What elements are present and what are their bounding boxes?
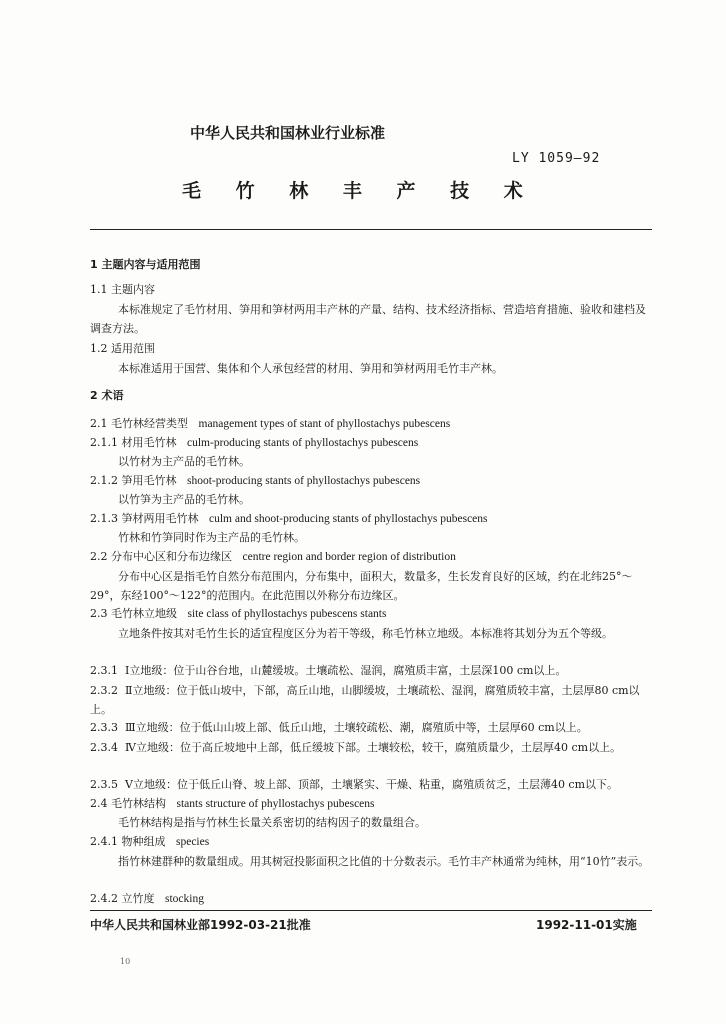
section-2-3-3-no: 2.3.3 [90, 721, 118, 734]
section-2-1-2-cn: 2.1.2 笋用毛竹林 [90, 474, 177, 487]
header-divider [90, 229, 652, 230]
section-2-1-2-heading [90, 472, 420, 490]
section-2-4-text: 毛竹林结构是指与竹林生长量关系密切的结构因子的数量组合。 [118, 816, 426, 829]
section-2-1-3-text: 竹林和竹笋同时作为主产品的毛竹林。 [118, 531, 305, 544]
section-2-4-1-cn: 2.4.1 物种组成 [90, 835, 166, 848]
section-2-4-1-text: 指竹林建群种的数量组成。用其树冠投影面积之比值的十分数表示。毛竹丰产林通常为纯林，用“10竹”表示。 [118, 855, 650, 868]
section-2-3-4-text: Ⅳ立地级：位于高丘坡地中上部，低丘缓坡下部。土壤较松，较干，腐殖质量少，土层厚40 cm以上。 [125, 741, 622, 754]
section-2-3-5 [90, 776, 618, 794]
section-2-3-text: 立地条件按其对毛竹生长的适宜程度区分为若干等级，称毛竹林立地级。本标准将其划分为五个等级。 [118, 627, 613, 640]
section-2-1-heading [90, 415, 450, 433]
section-2-1-cn: 2.1 毛竹林经营类型 [90, 417, 188, 430]
section-2-3-2-text: Ⅱ立地级：位于低山坡中，下部，高丘山地，山脚缓坡，土壤疏松、湿润，腐殖质较丰富，土层厚80 cm以上。 [90, 684, 640, 716]
section-2-1-2-text: 以竹笋为主产品的毛竹林。 [118, 493, 250, 506]
section-2-3-1-no: 2.3.1 [90, 664, 118, 677]
section-2-4-cn: 2.4 毛竹林结构 [90, 797, 166, 810]
section-1-2-heading: 1.2 适用范围 [90, 342, 155, 355]
section-2-3-4 [90, 738, 656, 757]
section-2-2-text: 分布中心区是指毛竹自然分布范围内，分布集中，面积大，数量多，生长发育良好的区域，约在北纬25°～29°，东经100°～122°的范围内。在此范围以外称分布边缘区。 [90, 570, 633, 602]
standard-org: 中华人民共和国林业行业标准 [190, 124, 386, 142]
effective-date: 1992-11-01实施 [536, 918, 637, 932]
section-1-heading: 1 主题内容与适用范围 [90, 258, 201, 271]
section-2-1-3-heading [90, 510, 488, 528]
section-1-1-heading: 1.1 主题内容 [90, 283, 155, 296]
section-2-1-1-heading [90, 434, 418, 452]
section-2-3-3-text: Ⅲ立地级：位于低山山坡上部、低丘山地，土壤较疏松、潮，腐殖质中等，土层厚60 cm以上。 [125, 721, 588, 734]
page-number: 10 [120, 957, 131, 966]
section-2-3-5-text: Ⅴ立地级：位于低丘山脊、坡上部、顶部，土壤紧实、干燥、粘重，腐殖质贫乏，土层薄40 cm以下。 [125, 778, 619, 791]
footer-divider [90, 910, 652, 911]
section-1-2-text: 本标准适用于国营、集体和个人承包经营的材用、笋用和笋材两用毛竹丰产林。 [118, 362, 503, 375]
section-2-3-1 [90, 662, 566, 680]
section-2-4-2-heading [90, 890, 204, 908]
section-2-1-en: management types of stant of phyllostachys pubescens [198, 418, 451, 430]
section-2-3-4-no: 2.3.4 [90, 741, 118, 754]
section-2-3-3 [90, 719, 588, 737]
section-2-3-cn: 2.3 毛竹林立地级 [90, 607, 177, 620]
section-2-1-3-en: culm and shoot-producing stants of phyllostachys pubescens [209, 513, 488, 525]
section-2-4-2-cn: 2.4.2 立竹度 [90, 892, 155, 905]
section-1-1-text: 本标准规定了毛竹材用、笋用和笋材两用丰产林的产量、结构、技术经济指标、营造培育措施、验收和建档及调查方法。 [90, 303, 646, 335]
section-2-heading: 2 术语 [90, 389, 124, 402]
section-2-3-en: site class of phyllostachys pubescens stants [187, 608, 387, 620]
section-2-3-1-text: Ⅰ立地级：位于山谷台地，山麓缓坡。土壤疏松、湿润，腐殖质丰富，土层深100 cm以上。 [125, 664, 567, 677]
section-2-4-1-en: species [176, 836, 210, 848]
section-2-3-2-no: 2.3.2 [90, 684, 118, 697]
section-2-3-heading [90, 605, 386, 623]
standard-code: LY 1059—92 [512, 151, 601, 166]
document-title: 毛 竹 林 丰 产 技 术 [182, 180, 537, 202]
section-2-4-1-heading [90, 833, 209, 851]
section-2-2-heading [90, 548, 456, 566]
section-2-4-2-en: stocking [165, 893, 204, 905]
section-2-4-en: stants structure of phyllostachys pubescens [176, 798, 375, 810]
section-2-1-1-cn: 2.1.1 材用毛竹林 [90, 436, 177, 449]
section-2-3-2 [90, 681, 656, 719]
section-2-4-heading [90, 795, 375, 813]
section-2-1-2-en: shoot-producing stants of phyllostachys pubescens [187, 475, 421, 487]
section-2-2-en: centre region and border region of distribution [242, 551, 456, 563]
section-2-3-5-no: 2.3.5 [90, 778, 118, 791]
section-2-2-cn: 2.2 分布中心区和分布边缘区 [90, 550, 232, 563]
section-2-1-1-en: culm-producing stants of phyllostachys pubescens [187, 437, 419, 449]
section-2-1-1-text: 以竹材为主产品的毛竹林。 [118, 455, 250, 468]
section-2-1-3-cn: 2.1.3 笋材两用毛竹林 [90, 512, 199, 525]
approval-date: 中华人民共和国林业部1992-03-21批准 [90, 918, 311, 932]
